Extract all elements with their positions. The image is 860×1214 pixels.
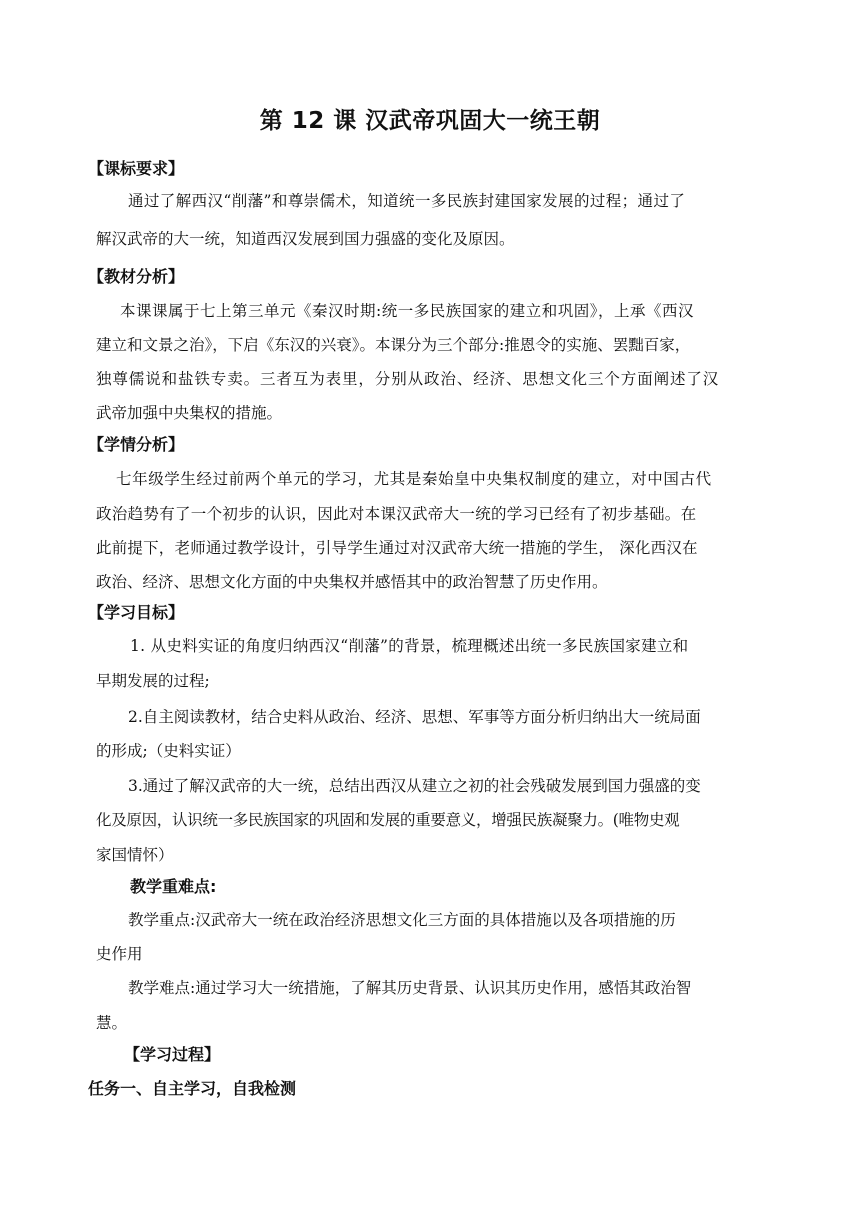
paragraph-line: 2.自主阅读教材，结合史料从政治、经济、思想、军事等方面分析归纳出大一统局面 [128,708,701,726]
paragraph-line: 七年级学生经过前两个单元的学习，尤其是秦始皇中央集权制度的建立，对中国古代 [116,470,712,488]
heading-material: 【教材分析】 [88,267,185,286]
paragraph-line: 此前提下，老师通过教学设计，引导学生通过对汉武帝大统一措施的学生， 深化西汉在 [96,539,698,557]
paragraph-line: 教学重点:汉武帝大一统在政治经济思想文化三方面的具体措施以及各项措施的历 [128,911,676,929]
heading-students: 【学情分析】 [88,435,185,454]
paragraph-line: 政治趋势有了一个初步的认识，因此对本课汉武帝大一统的学习已经有了初步基础。在 [96,505,697,523]
paragraph-line: 通过了解西汉“削藩”和尊崇儒术，知道统一多民族封建国家发展的过程；通过了 [128,192,686,210]
paragraph-line: 慧。 [96,1014,128,1032]
paragraph-line: 家国情怀） [96,846,174,864]
paragraph-line: 的形成;（史料实证） [96,742,241,760]
paragraph-line: 教学难点:通过学习大一统措施，了解其历史背景、认识其历史作用，感悟其政治智 [128,979,692,997]
heading-task-1: 任务一、自主学习，自我检测 [88,1079,297,1098]
paragraph-line: 1. 从史料实证的角度归纳西汉“削藩”的背景，梳理概述出统一多民族国家建立和 [130,637,689,655]
paragraph-line: 史作用 [96,945,143,963]
paragraph-line: 早期发展的过程; [96,672,210,690]
paragraph-line: 3.通过了解汉武帝的大一统，总结出西汉从建立之初的社会残破发展到国力强盛的变 [128,777,701,795]
paragraph-line: 政治、经济、思想文化方面的中央集权并感悟其中的政治智慧了历史作用。 [96,573,608,591]
paragraph-line: 建立和文景之治》，下启《东汉的兴衰》。本课分为三个部分:推恩令的实施、罢黜百家， [96,336,691,354]
paragraph-line: 本课课属于七上第三单元《秦汉时期:统一多民族国家的建立和巩固》，上承《西汉 [120,302,694,320]
paragraph-line: 化及原因，认识统一多民族国家的巩固和发展的重要意义，增强民族凝聚力。(唯物史观 [96,811,680,829]
heading-keypoints: 教学重难点: [130,877,217,896]
paragraph-line: 解汉武帝的大一统，知道西汉发展到国力强盛的变化及原因。 [96,230,515,248]
heading-standard: 【课标要求】 [88,159,185,178]
heading-process: 【学习过程】 [124,1045,221,1064]
paragraph-line: 独尊儒说和盐铁专卖。三者互为表里，分别从政治、经济、思想文化三个方面阐述了汉 [96,370,720,388]
page-title: 第 12 课 汉武帝巩固大一统王朝 [259,108,601,134]
heading-goals: 【学习目标】 [88,603,185,622]
paragraph-line: 武帝加强中央集权的措施。 [96,404,283,422]
